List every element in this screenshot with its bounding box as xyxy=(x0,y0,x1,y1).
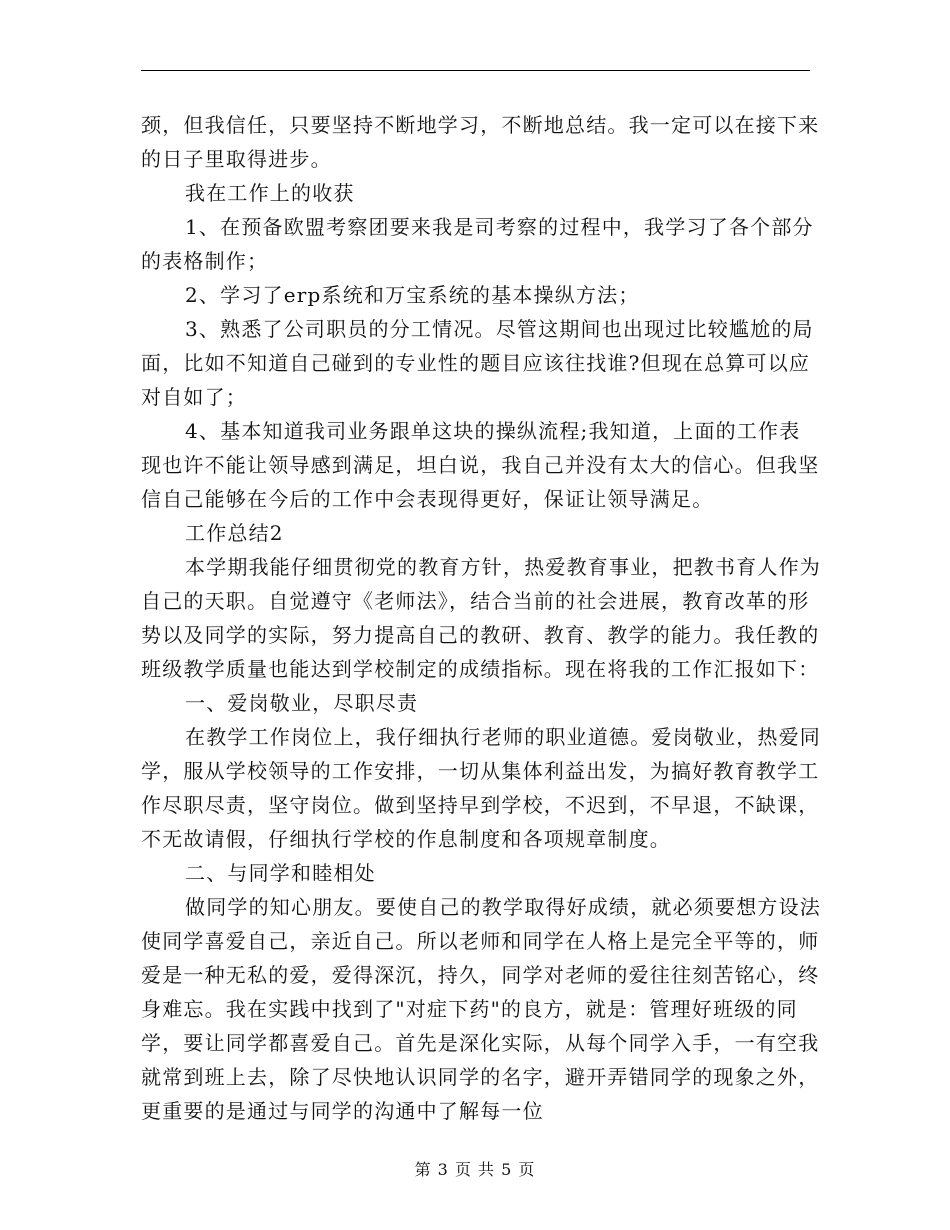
section-heading: 二、与同学和睦相处 xyxy=(185,861,376,885)
section-heading: 我在工作上的收获 xyxy=(185,181,355,205)
section-heading: 一、爱岗敬业，尽职尽责 xyxy=(185,691,419,715)
list-item: 1、在预备欧盟考察团要来我是司考察的过程中，我学习了各个部分的表格制作； xyxy=(141,215,814,273)
section-heading: 工作总结2 xyxy=(185,521,284,545)
paragraph: 本学期我能仔细贯彻党的教育方针，热爱教育事业，把教书育人作为自己的天职。自觉遵守《老师法》，结合当前的社会进展，教育改革的形势以及同学的实际，努力提高自己的教研、教育、教学的能力。我任教的班级教学质量也能达到学校制定的成绩指标。现在将我的工作汇报如下： xyxy=(141,555,821,681)
list-item: 3、熟悉了公司职员的分工情况。尽管这期间也出现过比较尴尬的局面，比如不知道自己碰到的专业性的题目应该往找谁?但现在总算可以应对自如了； xyxy=(141,317,814,409)
paragraph: 做同学的知心朋友。要使自己的教学取得好成绩，就必须要想方设法使同学喜爱自己，亲近自己。所以老师和同学在人格上是完全平等的，师爱是一种无私的爱，爱得深沉，持久，同学对老师的爱往往刻苦铭心，终身难忘。我在实践中找到了"对症下药"的良方，就是：管理好班级的同学，要让同学都喜爱自己。首先是深化实际，从每个同学入手，一有空我就常到班上去，除了尽快地认识同学的名字，避开弄错同学的现象之外，更重要的是通过与同学的沟通中了解每一位 xyxy=(141,895,821,1123)
header-rule xyxy=(141,70,810,71)
body-text xyxy=(141,108,821,1128)
list-item: 2、学习了erp系统和万宝系统的基本操纵方法； xyxy=(185,283,640,307)
paragraph: 颈，但我信任，只要坚持不断地学习，不断地总结。我一定可以在接下来的日子里取得进步。 xyxy=(141,113,820,171)
list-item: 4、基本知道我司业务跟单这块的操纵流程;我知道，上面的工作表现也许不能让领导感到满足，坦白说，我自己并没有太大的信心。但我坚信自己能够在今后的工作中会表现得更好，保证让领导满足。 xyxy=(141,419,820,511)
paragraph: 在教学工作岗位上，我仔细执行老师的职业道德。爱岗敬业，热爱同学，服从学校领导的工作安排，一切从集体利益出发，为搞好教育教学工作尽职尽责，坚守岗位。做到坚持早到学校，不迟到，不早退，不缺课，不无故请假，仔细执行学校的作息制度和各项规章制度。 xyxy=(141,725,821,851)
page-number: 第 3 页 共 5 页 xyxy=(414,1160,536,1179)
